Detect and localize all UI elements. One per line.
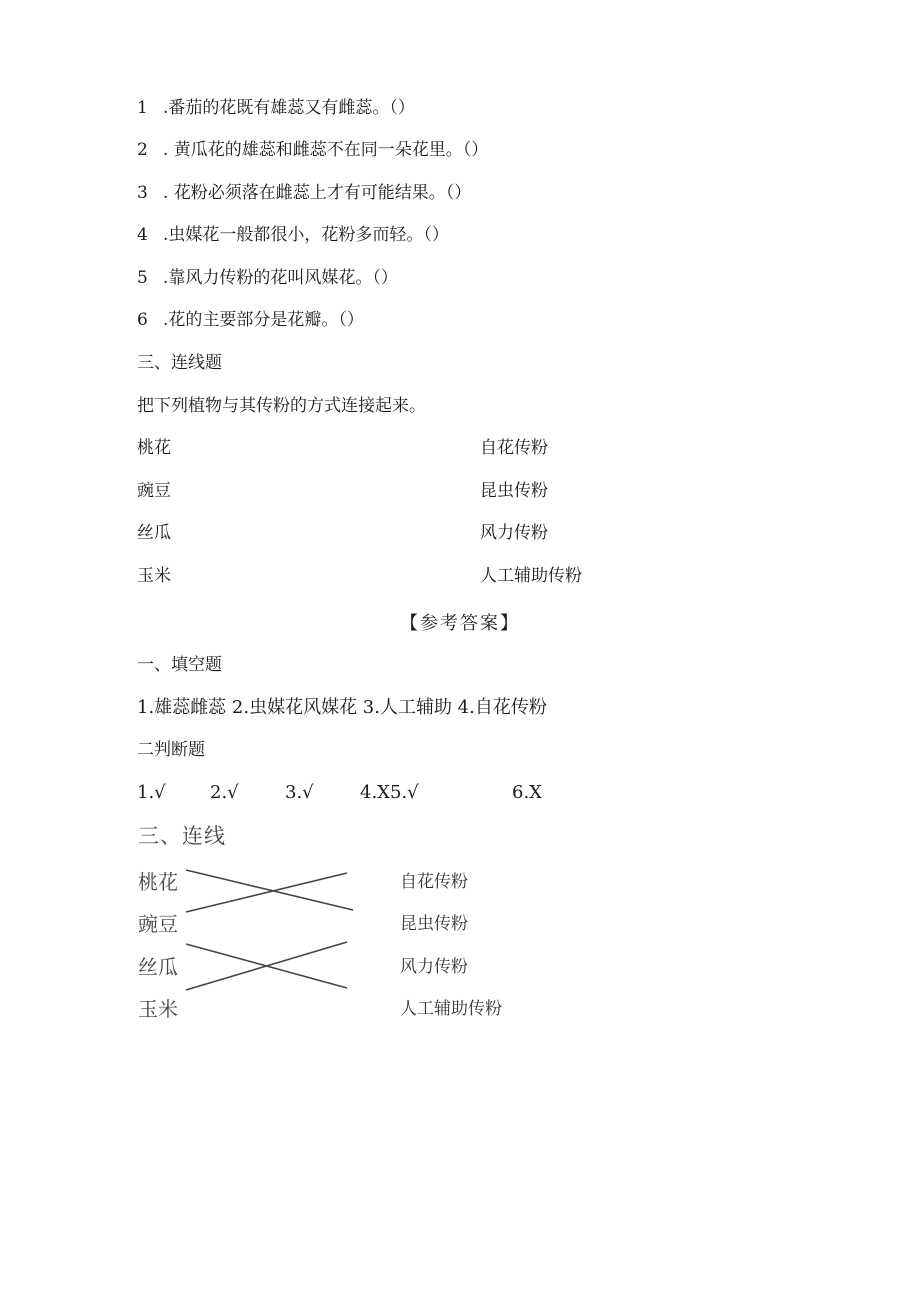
method-item: 自花传粉 bbox=[480, 438, 548, 458]
match-method: 风力传粉 bbox=[400, 957, 468, 977]
answers-title: 【参考答案】 bbox=[400, 613, 520, 634]
question-number: 3 bbox=[137, 183, 148, 203]
match-method: 自花传粉 bbox=[400, 872, 468, 892]
question-number: 2 bbox=[137, 140, 148, 160]
fill-title: 一、填空题 bbox=[137, 655, 222, 675]
judge-answer: 2.√ bbox=[210, 782, 239, 803]
question-number: 5 bbox=[137, 268, 148, 288]
question-text: . 黄瓜花的雄蕊和雌蕊不在同一朵花里。（） bbox=[163, 140, 489, 160]
method-item: 人工辅助传粉 bbox=[480, 566, 582, 586]
match-method: 昆虫传粉 bbox=[400, 914, 468, 934]
plant-item: 桃花 bbox=[137, 438, 171, 458]
question-number: 4 bbox=[137, 225, 148, 245]
fill-answers: 1.雄蕊雌蕊 2.虫媒花风媒花 3.人工辅助 4.自花传粉 bbox=[137, 697, 547, 718]
judge-answer: 4.X5.√ bbox=[360, 782, 419, 803]
match-plant: 豌豆 bbox=[138, 912, 178, 936]
plant-item: 豌豆 bbox=[137, 481, 171, 501]
match-method: 人工辅助传粉 bbox=[400, 999, 502, 1019]
judge-title: 二判断题 bbox=[137, 740, 205, 760]
section3-title: 三、连线题 bbox=[137, 353, 222, 373]
connector-line bbox=[186, 942, 347, 990]
connector-line bbox=[186, 870, 353, 910]
question-text: . 花粉必须落在雌蕊上才有可能结果。（） bbox=[163, 183, 472, 203]
question-text: .虫媒花一般都很小，花粉多而轻。（） bbox=[163, 225, 449, 245]
match-plant: 丝瓜 bbox=[138, 955, 178, 979]
match-title: 三、连线 bbox=[138, 824, 226, 848]
judge-answer: 6.X bbox=[512, 782, 542, 803]
connector-line bbox=[186, 873, 347, 912]
question-number: 1 bbox=[137, 98, 148, 118]
match-plant: 玉米 bbox=[138, 997, 178, 1021]
judge-answer: 1.√ bbox=[137, 782, 166, 803]
match-plant: 桃花 bbox=[138, 870, 178, 894]
method-item: 昆虫传粉 bbox=[480, 481, 548, 501]
question-text: .番茄的花既有雄蕊又有雌蕊。（） bbox=[163, 98, 415, 118]
section3-instruction: 把下列植物与其传粉的方式连接起来。 bbox=[137, 396, 426, 416]
question-text: .靠风力传粉的花叫风媒花。（） bbox=[163, 268, 398, 288]
plant-item: 玉米 bbox=[137, 566, 171, 586]
method-item: 风力传粉 bbox=[480, 523, 548, 543]
judge-answer: 3.√ bbox=[285, 782, 314, 803]
question-number: 6 bbox=[137, 310, 148, 330]
question-text: .花的主要部分是花瓣。（） bbox=[163, 310, 364, 330]
plant-item: 丝瓜 bbox=[137, 523, 171, 543]
